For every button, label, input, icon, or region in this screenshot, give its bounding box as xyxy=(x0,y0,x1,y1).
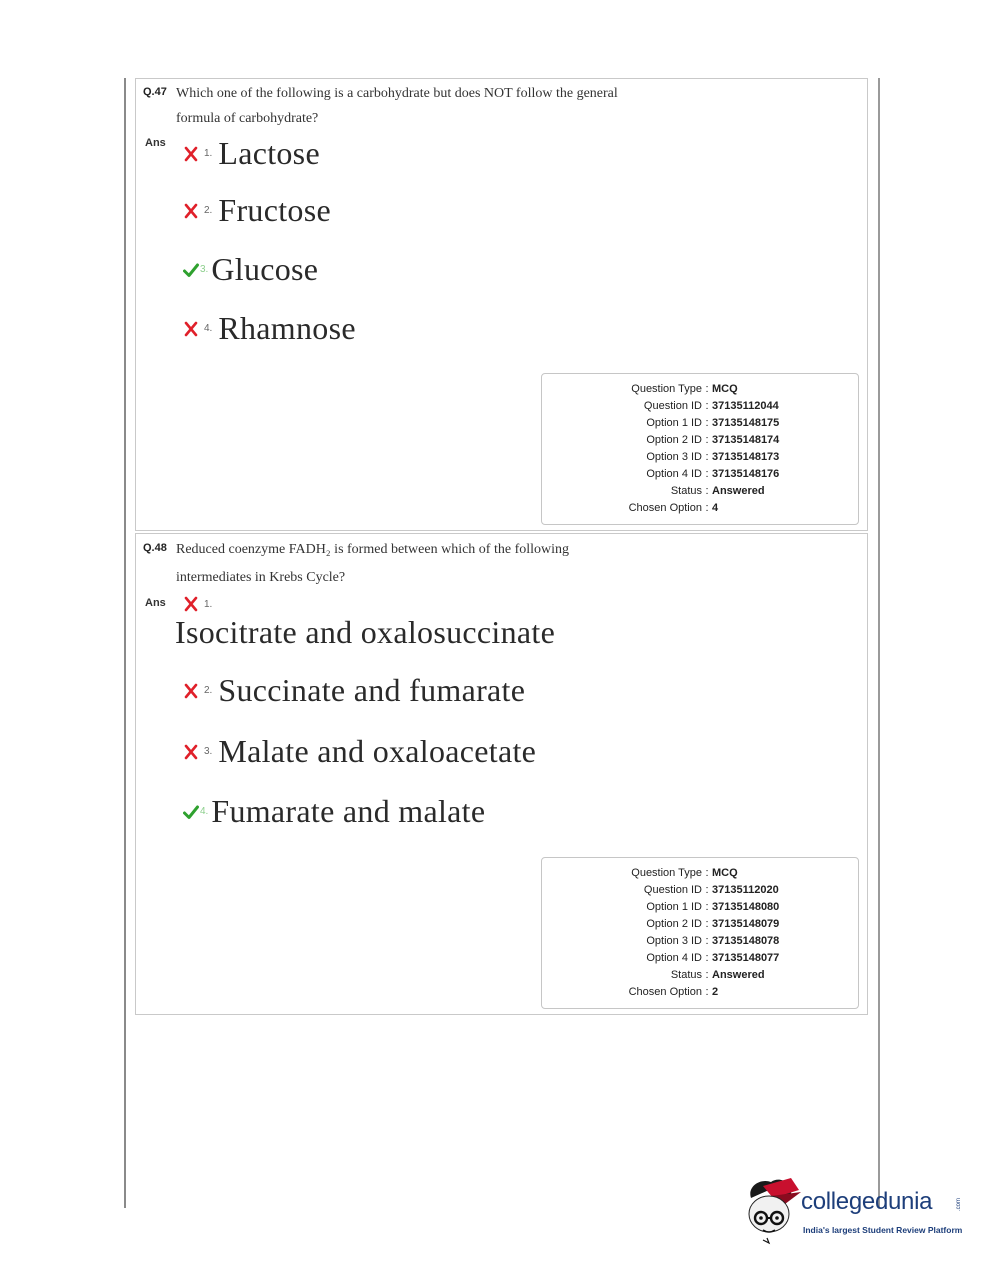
option-text: Rhamnose xyxy=(218,310,356,346)
cross-icon xyxy=(183,146,199,162)
collegedunia-logo xyxy=(741,1176,971,1246)
cross-icon xyxy=(183,321,199,337)
cross-icon xyxy=(183,203,199,219)
mascot-icon xyxy=(741,1176,803,1246)
question-text-line: Which one of the following is a carbohydrate but does NOT follow the general xyxy=(176,86,618,101)
option-4 xyxy=(183,793,485,830)
option-text: Lactose xyxy=(218,135,320,171)
meta-row: Option 3 ID : 37135148173 xyxy=(646,451,780,463)
option-number: 1. xyxy=(204,148,213,159)
meta-row: Option 1 ID : 37135148080 xyxy=(646,901,780,913)
option-number: 3. xyxy=(204,746,213,757)
meta-row: Question Type : MCQ xyxy=(631,383,738,395)
page-border-left xyxy=(124,78,126,1208)
question-number: Q.47 xyxy=(143,86,167,98)
option-text: Fumarate and malate xyxy=(211,793,486,829)
question-text xyxy=(176,536,676,592)
cross-icon xyxy=(183,596,199,612)
question-card-48 xyxy=(135,533,868,1015)
option-text: Succinate and fumarate xyxy=(218,672,526,708)
option-3 xyxy=(183,251,318,288)
page-border-right xyxy=(878,78,880,1208)
meta-row: Status : Answered xyxy=(670,969,765,981)
option-number: 3. xyxy=(200,264,209,275)
meta-row: Chosen Option : 2 xyxy=(628,986,719,998)
question-text-line: intermediates in Krebs Cycle? xyxy=(176,570,346,585)
option-number: 4. xyxy=(200,806,209,817)
logo-tagline: India's largest Student Review Platform xyxy=(803,1225,963,1235)
option-1-text-wrap xyxy=(175,614,555,651)
option-number: 2. xyxy=(204,685,213,696)
question-meta-panel xyxy=(541,857,859,1009)
option-number: 1. xyxy=(204,598,213,610)
question-number: Q.48 xyxy=(143,542,167,554)
option-1 xyxy=(183,135,320,172)
option-4 xyxy=(183,310,356,347)
option-3 xyxy=(183,733,536,770)
question-text-line: formula of carbohydrate? xyxy=(176,111,319,126)
option-text: Fructose xyxy=(218,192,331,228)
meta-row: Option 4 ID : 37135148077 xyxy=(646,952,780,964)
logo-suffix: .com xyxy=(956,1198,962,1212)
meta-row: Option 1 ID : 37135148175 xyxy=(646,417,780,429)
option-number: 2. xyxy=(204,205,213,216)
option-2 xyxy=(183,672,525,709)
option-number: 4. xyxy=(204,323,213,334)
meta-row: Chosen Option : 4 xyxy=(628,502,719,514)
meta-row: Question ID : 37135112044 xyxy=(643,400,779,412)
meta-row: Question ID : 37135112020 xyxy=(643,884,779,896)
cross-icon xyxy=(183,683,199,699)
meta-row: Option 2 ID : 37135148174 xyxy=(646,434,780,446)
check-icon xyxy=(183,804,199,820)
question-card-47 xyxy=(135,78,868,531)
meta-row: Option 2 ID : 37135148079 xyxy=(646,918,780,930)
check-icon xyxy=(183,262,199,278)
meta-row: Option 4 ID : 37135148176 xyxy=(646,468,780,480)
meta-row: Question Type : MCQ xyxy=(631,867,738,879)
option-text: Malate and oxaloacetate xyxy=(218,733,537,769)
cross-icon xyxy=(183,744,199,760)
meta-row: Option 3 ID : 37135148078 xyxy=(646,935,780,947)
question-text xyxy=(176,81,676,131)
logo-wordmark: collegedunia xyxy=(801,1188,933,1215)
option-text: Isocitrate and oxalosuccinate xyxy=(175,614,556,650)
question-text-line: Reduced coenzyme FADH₂ is formed between which of the following xyxy=(176,542,570,557)
option-2 xyxy=(183,192,331,229)
meta-row: Status : Answered xyxy=(670,485,765,497)
ans-label: Ans xyxy=(145,597,166,609)
ans-label: Ans xyxy=(145,137,166,149)
question-meta-panel xyxy=(541,373,859,525)
option-text: Glucose xyxy=(211,251,319,287)
option-1 xyxy=(183,596,218,612)
